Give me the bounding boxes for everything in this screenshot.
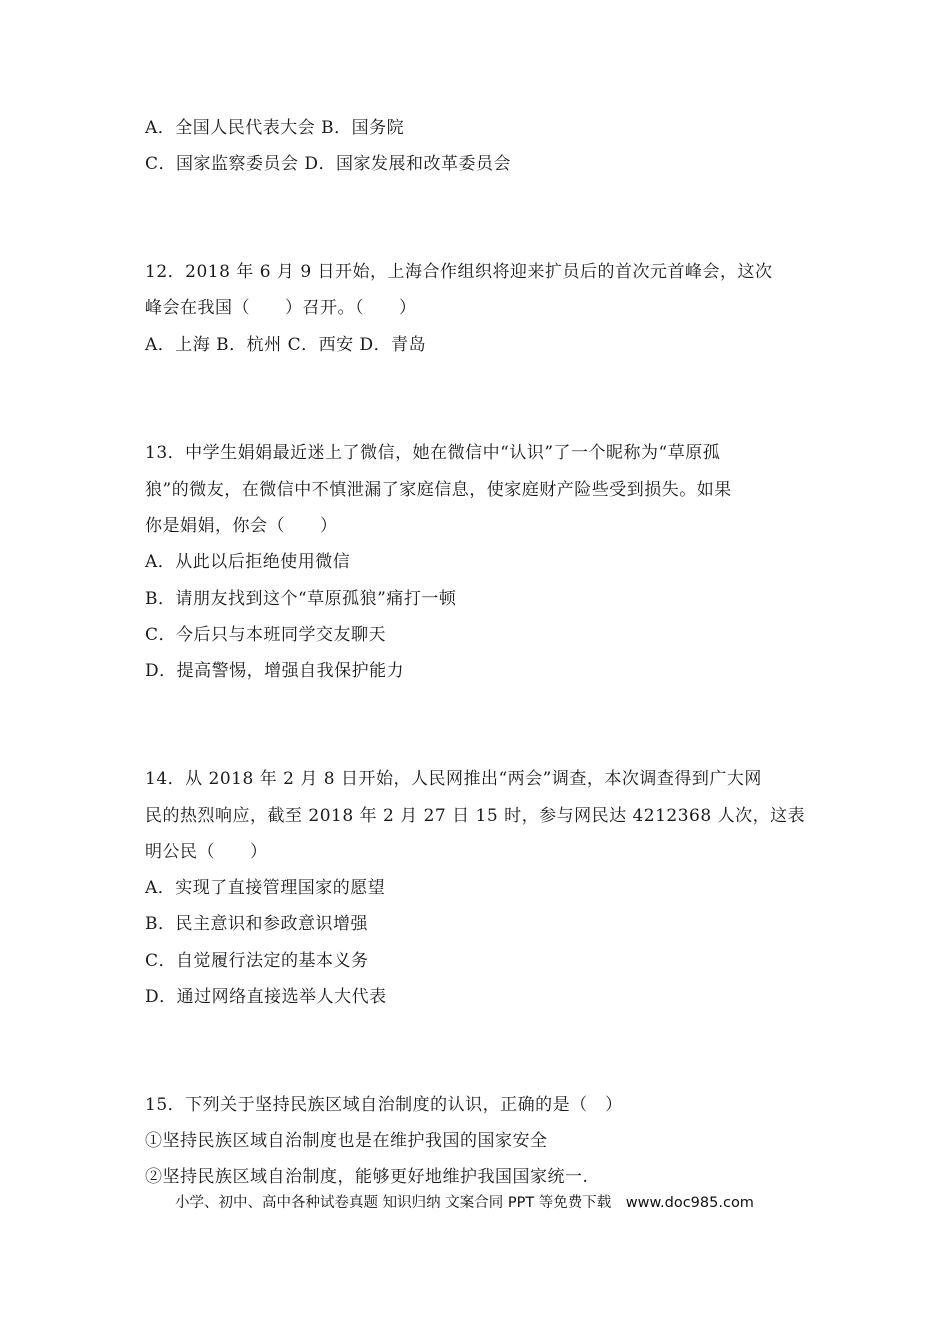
prev-options-line-2: C．国家监察委员会 D．国家发展和改革委员会 <box>145 154 512 174</box>
q14-option-a: A．实现了直接管理国家的愿望 <box>145 878 386 898</box>
footer-download-banner: 小学、初中、高中各种试卷真题 知识归纳 文案合同 PPT 等免费下载 www.doc985.com <box>175 1195 754 1211</box>
q14-stem-line-1: 14．从 2018 年 2 月 8 日开始，人民网推出“两会”调查，本次调查得到广大网 <box>145 769 762 789</box>
prev-options-line-1: A．全国人民代表大会 B．国务院 <box>145 118 405 138</box>
q13-option-b: B．请朋友找到这个“草原孤狼”痛打一顿 <box>145 589 457 609</box>
q14-option-c: C．自觉履行法定的基本义务 <box>145 951 369 971</box>
q13-option-a: A．从此以后拒绝使用微信 <box>145 552 351 572</box>
q15-item-2: ②坚持民族区域自治制度，能够更好地维护我国国家统一. <box>145 1167 589 1187</box>
q14-stem-line-2: 民的热烈响应，截至 2018 年 2 月 27 日 15 时，参与网民达 4212368 人次，这表 <box>145 806 806 826</box>
q12-options: A．上海 B．杭州 C．西安 D．青岛 <box>145 335 427 355</box>
q13-stem-line-3: 你是娟娟，你会（ ） <box>145 516 338 536</box>
q13-stem-line-2: 狼”的微友，在微信中不慎泄漏了家庭信息，使家庭财产险些受到损失。如果 <box>145 480 732 500</box>
q12-stem-line-2: 峰会在我国（ ）召开。（ ） <box>145 298 417 318</box>
q15-item-1: ①坚持民族区域自治制度也是在维护我国的国家安全 <box>145 1131 548 1151</box>
q15-stem-line-1: 15．下列关于坚持民族区域自治制度的认识，正确的是（ ） <box>145 1095 623 1115</box>
q14-option-b: B．民主意识和参政意识增强 <box>145 914 368 934</box>
q14-stem-line-3: 明公民（ ） <box>145 842 268 862</box>
q14-option-d: D．通过网络直接选举人大代表 <box>145 987 387 1007</box>
q12-stem-line-1: 12．2018 年 6 月 9 日开始，上海合作组织将迎来扩员后的首次元首峰会，这次 <box>145 262 773 282</box>
q13-stem-line-1: 13．中学生娟娟最近迷上了微信，她在微信中“认识”了一个昵称为“草原孤 <box>145 443 721 463</box>
q13-option-d: D．提高警惕，增强自我保护能力 <box>145 661 405 681</box>
q13-option-c: C．今后只与本班同学交友聊天 <box>145 625 387 645</box>
